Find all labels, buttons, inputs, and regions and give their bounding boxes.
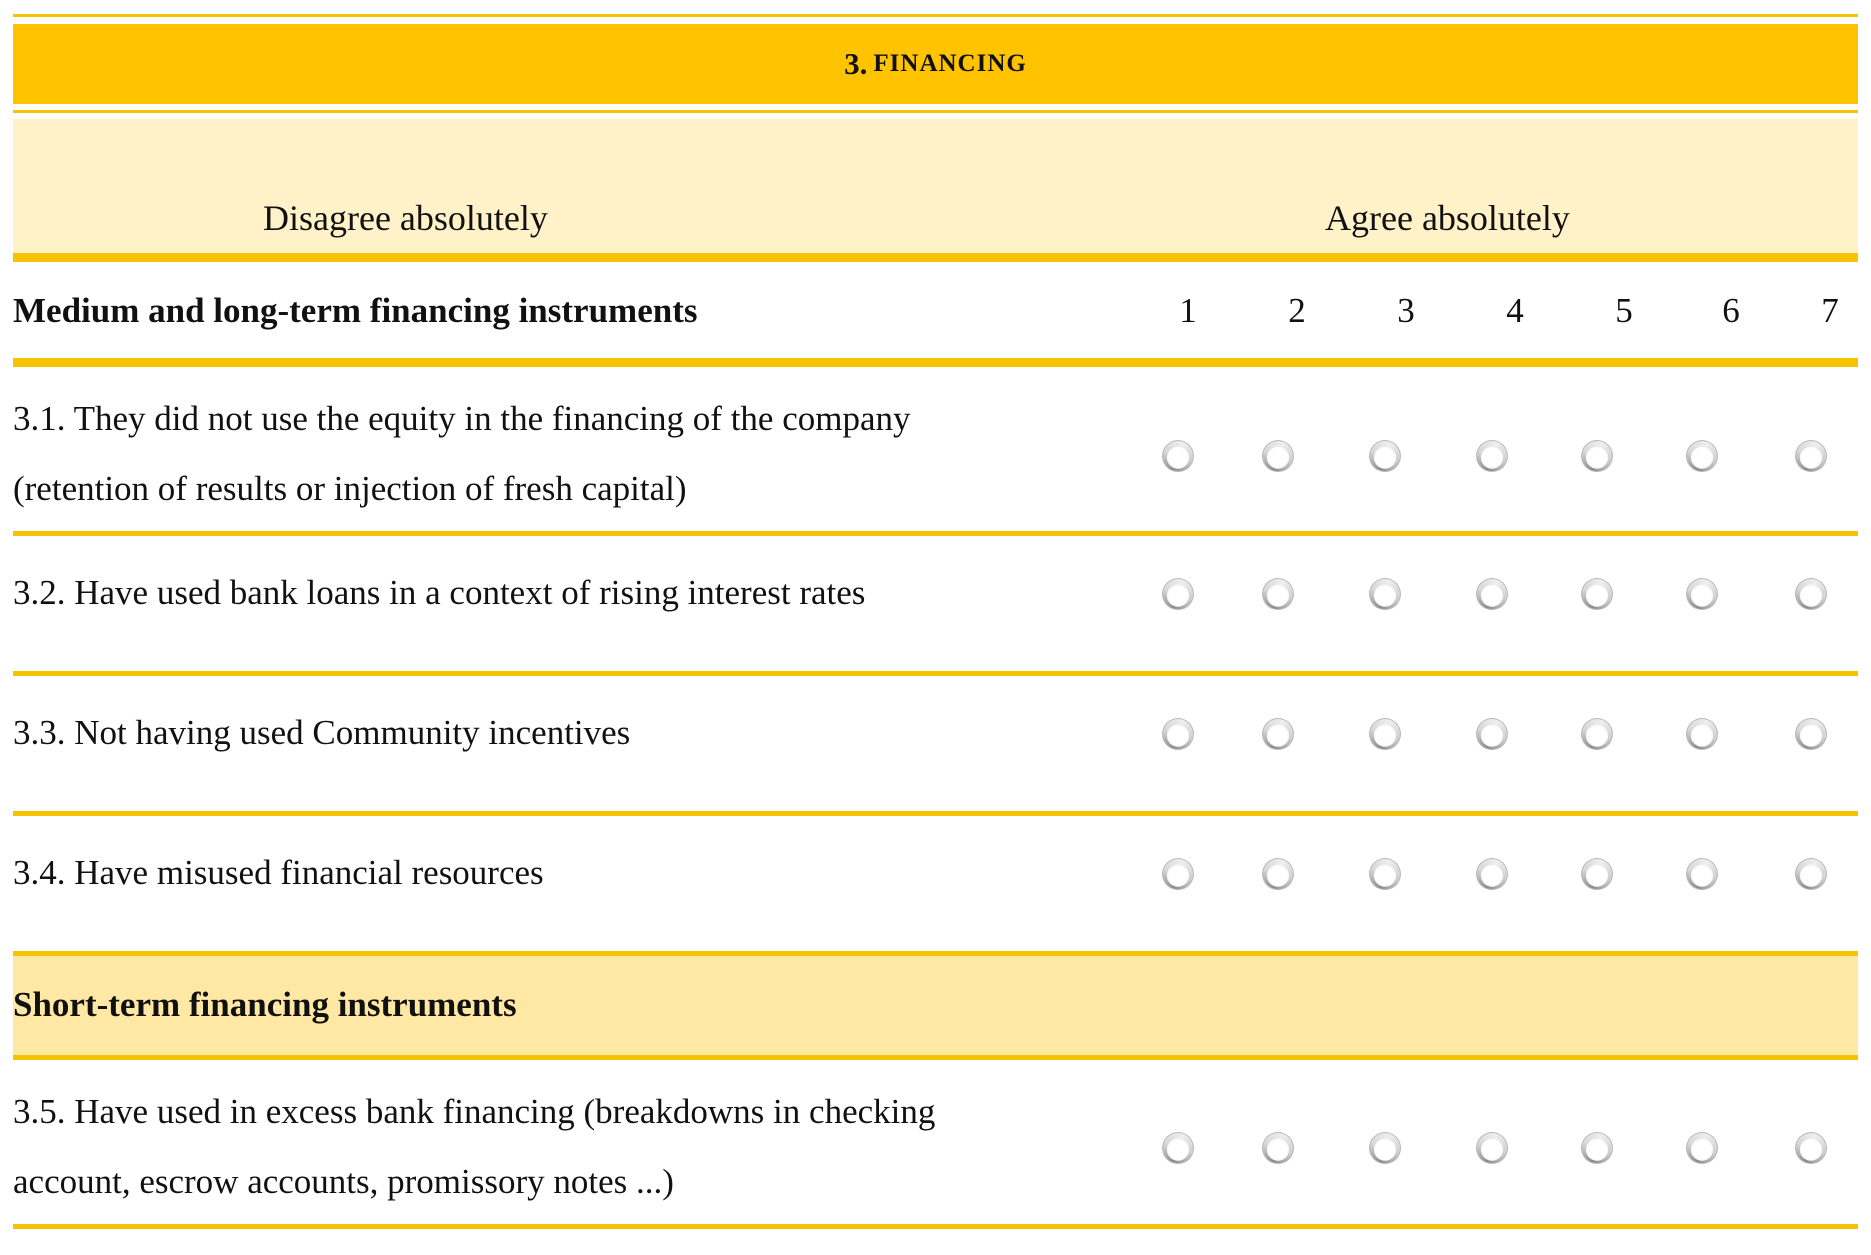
radio-option-5[interactable]: [1581, 440, 1613, 472]
radio-option-2[interactable]: [1262, 718, 1294, 750]
question-row-3-4: [13, 816, 1858, 951]
scale-point-7: 7: [1821, 291, 1839, 330]
question-row-3-2: [13, 536, 1858, 671]
section-title: FINANCING: [873, 50, 1027, 77]
radio-group: [13, 1060, 1858, 1224]
scale-labels-band: [13, 119, 1858, 253]
radio-option-4[interactable]: [1476, 858, 1508, 890]
radio-group: [13, 676, 1858, 811]
radio-option-7[interactable]: [1795, 1132, 1827, 1164]
radio-option-6[interactable]: [1686, 440, 1718, 472]
question-text-line2: account, escrow accounts, promissory notes ...): [13, 1162, 674, 1201]
radio-option-1[interactable]: [1162, 858, 1194, 890]
radio-option-3[interactable]: [1369, 1132, 1401, 1164]
radio-option-5[interactable]: [1581, 858, 1613, 890]
radio-option-1[interactable]: [1162, 578, 1194, 610]
scale-point-2: 2: [1288, 291, 1306, 330]
scale-point-3: 3: [1397, 291, 1415, 330]
radio-option-4[interactable]: [1476, 718, 1508, 750]
radio-option-4[interactable]: [1476, 440, 1508, 472]
section-number: 3.: [844, 46, 868, 81]
radio-option-2[interactable]: [1262, 440, 1294, 472]
question-text-line1: 3.3. Not having used Community incentives: [13, 713, 631, 752]
radio-group: [13, 536, 1858, 671]
radio-option-4[interactable]: [1476, 1132, 1508, 1164]
top-rule: [13, 14, 1858, 17]
question-text-line1: 3.1. They did not use the equity in the financing of the company: [13, 399, 911, 438]
question-text-line1: 3.5. Have used in excess bank financing (breakdowns in checking: [13, 1092, 936, 1131]
radio-option-1[interactable]: [1162, 718, 1194, 750]
scale-point-1: 1: [1179, 291, 1197, 330]
scale-left-label: Disagree absolutely: [263, 198, 548, 238]
radio-option-6[interactable]: [1686, 718, 1718, 750]
radio-group: [13, 367, 1858, 531]
title-rule: [13, 110, 1858, 113]
radio-option-7[interactable]: [1795, 718, 1827, 750]
radio-option-1[interactable]: [1162, 440, 1194, 472]
radio-option-4[interactable]: [1476, 578, 1508, 610]
question-row-3-5: [13, 1060, 1858, 1224]
radio-option-5[interactable]: [1581, 1132, 1613, 1164]
financing-questionnaire: [13, 14, 1858, 1229]
radio-option-6[interactable]: [1686, 858, 1718, 890]
section-title-bar: [13, 24, 1858, 104]
radio-option-7[interactable]: [1795, 440, 1827, 472]
radio-group: [13, 816, 1858, 951]
radio-option-2[interactable]: [1262, 858, 1294, 890]
group-header-short-term: [13, 956, 1858, 1055]
radio-option-6[interactable]: [1686, 578, 1718, 610]
scale-point-5: 5: [1615, 291, 1633, 330]
scale-point-6: 6: [1722, 291, 1740, 330]
scale-point-4: 4: [1506, 291, 1524, 330]
radio-option-3[interactable]: [1369, 858, 1401, 890]
radio-option-2[interactable]: [1262, 1132, 1294, 1164]
header-rule: [13, 358, 1858, 367]
radio-option-2[interactable]: [1262, 578, 1294, 610]
scale-rule: [13, 253, 1858, 262]
question-row-3-3: [13, 676, 1858, 811]
group-heading: Short-term financing instruments: [13, 985, 517, 1024]
radio-option-5[interactable]: [1581, 578, 1613, 610]
radio-option-1[interactable]: [1162, 1132, 1194, 1164]
radio-option-5[interactable]: [1581, 718, 1613, 750]
group-heading: Medium and long-term financing instruments: [13, 291, 698, 330]
radio-option-6[interactable]: [1686, 1132, 1718, 1164]
question-row-3-1: [13, 367, 1858, 531]
radio-option-3[interactable]: [1369, 440, 1401, 472]
scale-right-label: Agree absolutely: [1325, 198, 1570, 238]
radio-option-7[interactable]: [1795, 858, 1827, 890]
radio-option-3[interactable]: [1369, 718, 1401, 750]
question-text-line1: 3.4. Have misused financial resources: [13, 853, 544, 892]
radio-option-3[interactable]: [1369, 578, 1401, 610]
radio-option-7[interactable]: [1795, 578, 1827, 610]
bottom-rule: [13, 1224, 1858, 1229]
question-text-line2: (retention of results or injection of fresh capital): [13, 469, 687, 508]
group-header-medium-long: [13, 262, 1858, 358]
question-text-line1: 3.2. Have used bank loans in a context of rising interest rates: [13, 573, 866, 612]
